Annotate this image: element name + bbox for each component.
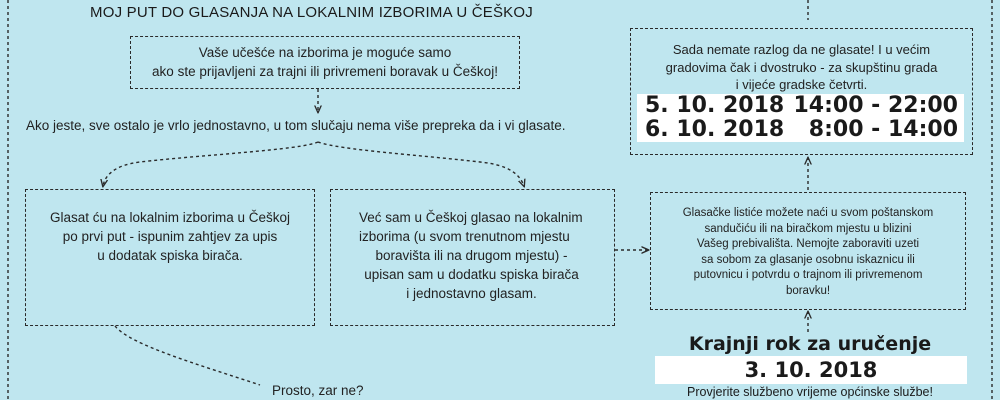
- deadline-title: Krajnji rok za uručenje: [688, 333, 932, 355]
- vote-now-line2: gradovima čak i dvostruko - za skupštinu grada: [665, 59, 938, 75]
- ballot-line5: putovnicu i potvrdu o trajnom ili privremenom: [693, 269, 923, 282]
- ballot-line3: Vašeg prebivališta. Nemojte zaboraviti uzeti: [696, 238, 920, 251]
- already-voted-line5: i jednostavno glasam.: [406, 285, 537, 301]
- ballot-line6: boravku!: [785, 284, 831, 297]
- simple-text: Prosto, zar ne?: [272, 383, 364, 398]
- election-date-2: 6. 10. 2018: [645, 117, 785, 142]
- election-date-1: 5. 10. 2018: [645, 93, 785, 118]
- arrow-to-left-box: [103, 142, 318, 186]
- election-time-1: 14:00 - 22:00: [793, 93, 958, 118]
- already-voted-line4: upisan sam u dodatku spiska birača: [364, 266, 579, 282]
- already-voted-box: [330, 189, 615, 326]
- already-voted-line3: boravišta ili na drugom mjestu) -: [375, 247, 568, 263]
- top-condition-box: [130, 36, 520, 89]
- page-title: MOJ PUT DO GLASANJA NA LOKALNIM IZBORIMA U ČEŠKOJ: [90, 4, 533, 21]
- first-time-line1: Glasat ću na lokalnim izborima u Češkoj: [49, 210, 291, 225]
- ballot-line1: Glasačke listiće možete naći u svom poštanskom: [682, 207, 934, 219]
- top-box-line2: ako ste prijavljeni za trajni ili privremeni boravak u Češkoj!: [152, 63, 498, 79]
- election-date-row-2: [637, 118, 964, 142]
- arrow-to-middle-box: [318, 142, 524, 186]
- already-voted-line1: Već sam u Češkoj glasao na lokalnim: [359, 210, 583, 225]
- curve-left-to-simple: [115, 326, 260, 385]
- election-dates: [637, 94, 964, 142]
- already-voted-line2: izborima (u svom trenutnom mjestu: [359, 228, 570, 244]
- ballot-info-box: [650, 192, 966, 310]
- first-time-line3: u dodatak spiska birača.: [97, 247, 243, 263]
- if-yes-text: Ako jeste, sve ostalo je vrlo jednostavno, u tom slučaju nema više prepreka da i vi glasate.: [26, 118, 566, 133]
- deadline-note: Provjerite službeno vrijeme općinske službe!: [687, 385, 933, 399]
- vote-now-line3: i vijeće gradske četvrti.: [735, 77, 868, 93]
- election-time-2: 8:00 - 14:00: [808, 117, 958, 142]
- election-date-row-1: [637, 94, 964, 118]
- ballot-line4: sa sobom za glasanje osobnu iskaznicu ili: [701, 253, 915, 266]
- top-box-line1: Vaše učešće na izborima je moguće samo: [198, 45, 452, 60]
- vote-now-line1: Sada nemate razlog da ne glasate! I u većim: [672, 42, 931, 57]
- first-time-box: [25, 189, 315, 326]
- deadline-date: 3. 10. 2018: [655, 356, 967, 384]
- ballot-line2: sandučiću ili na biračkom mjestu u blizini: [704, 222, 912, 235]
- first-time-line2: po prvi put - ispunim zahtjev za upis: [62, 228, 278, 244]
